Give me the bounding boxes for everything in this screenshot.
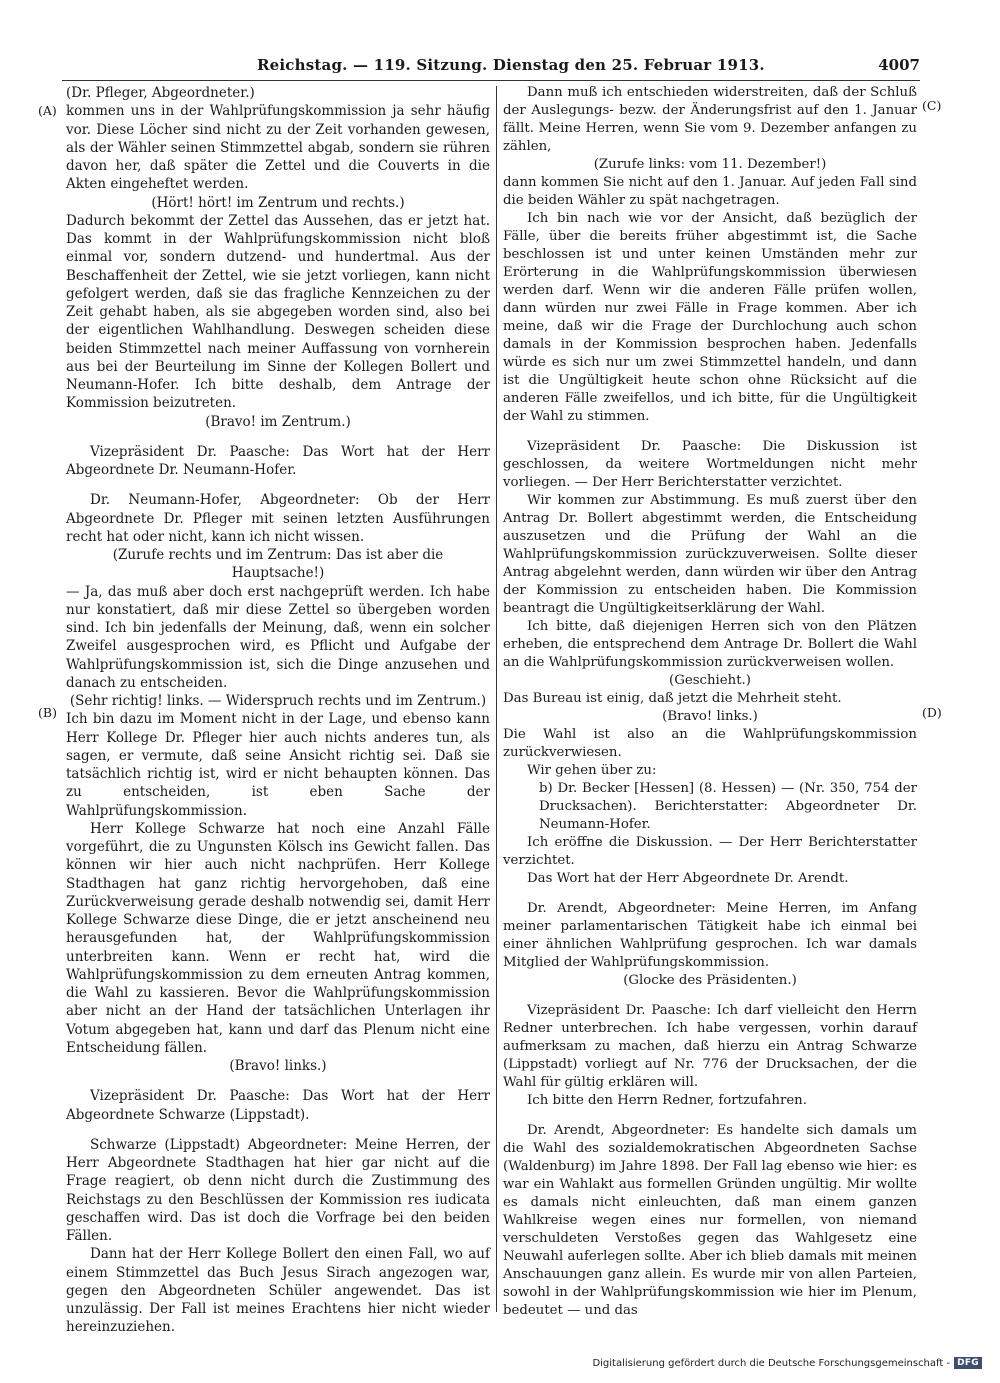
speaker-paragraph: Vizepräsident Dr. Paasche: Ich darf vielleicht den Herrn Redner unterbrechen. Ich habe vergessen, vorhin darauf aufmerksam zu machen, daß hierzu ein Antrag Schwarze (Lippstadt) vorliegt auf Nr. 776 der Drucksachen, der die Wahl für gültig erklären will.	[503, 1003, 917, 1090]
paragraph: Dann muß ich entschieden widerstreiten, daß der Schluß der Auslegungs- bezw. der Änderungsfrist auf den 1. Januar fällt. Meine Herren, wenn Sie vom 9. Dezember anfangen zu zählen,	[503, 85, 917, 154]
paragraph: Ich eröffne die Diskussion. — Der Herr Berichterstatter verzichtet.	[503, 835, 917, 868]
header-rule	[62, 80, 920, 81]
paragraph: kommen uns in der Wahlprüfungskommission ja sehr häufig vor. Diese Löcher sind nicht zu der Zeit vorhanden gewesen, als der Wähler seinen Stimmzettel abgab, sondern sie rühren davon her, daß später die Zettel und die Couverts in die Akten eingeheftet werden.	[66, 103, 490, 193]
paragraph: Dadurch bekommt der Zettel das Aussehen, das er jetzt hat. Das kommt in der Wahlprüfungskommission nicht bloß einmal vor, sondern dutzend- und hundertmal. Aus der Beschaffenheit der Zettel, wie sie jetzt vorliegen, kann nicht gefolgert werden, daß sie das fragliche Kennzeichen zu der Zeit gehabt haben, als sie abgegeben worden sind, also bei der eigentlichen Wahlhandlung. Deswegen scheiden diese beiden Stimmzettel nach meiner Auffassung von vornherein aus bei der Beurteilung im Sinne der Kollegen Bollert und Neumann-Hofer. Ich bitte deshalb, dem Antrage der Kommission beizutreten.	[66, 212, 490, 412]
margin-mark-d: (D)	[922, 705, 942, 720]
paragraph: Wir gehen über zu:	[527, 763, 657, 778]
speaker-continuation-label: (Dr. Pfleger, Abgeordneter.)	[66, 85, 255, 101]
column-divider	[496, 86, 497, 1312]
left-column	[66, 84, 490, 1337]
speaker-paragraph: Vizepräsident Dr. Paasche: Das Wort hat der Herr Abgeordnete Schwarze (Lippstadt).	[66, 1088, 490, 1123]
interjection: (Zurufe rechts und im Zentrum: Das ist aber die Hauptsache!)	[112, 547, 444, 582]
paragraph: Ich bin nach wie vor der Ansicht, daß bezüglich der Fälle, über die bereits früher abgestimmt ist, die Sache beschlossen ist und unter keinen Umständen mehr zur Erörterung in die Wahlprüfungskommission überwiesen werden darf. Wenn wir die anderen Fälle prüfen wollen, dann würden nur zwei Fälle in Frage kommen. Aber ich meine, daß wir die Frage der Durchlochung auch schon damals in der Kommission besprochen haben. Jedenfalls würde es sich nur um zwei Stimmzettel handeln, und dann ist die Ungültigkeit heute schon ohne Rücksicht auf die anderen Fälle zweifellos, und ich bitte, für die Ungültigkeit der Wahl zu stimmen.	[503, 211, 917, 424]
margin-mark-c: (C)	[922, 98, 942, 113]
dfg-logo: DFG	[954, 1357, 982, 1369]
paragraph: Ich bitte den Herrn Redner, fortzufahren.	[527, 1093, 807, 1108]
page-header	[62, 56, 920, 78]
interjection: (Geschieht.)	[669, 673, 751, 688]
interjection: (Bravo! links.)	[662, 709, 758, 724]
paragraph: Ich bin dazu im Moment nicht in der Lage, und ebenso kann Herr Kollege Dr. Pfleger hier auch nichts anderes tun, als sagen, er vermute, daß seine Ansicht richtig sei. Daß sie tatsächlich richtig ist, wird er nicht behaupten können. Das zu entscheiden, ist eben Sache der Wahlprüfungskommission.	[66, 711, 490, 819]
interjection: (Bravo! im Zentrum.)	[205, 413, 351, 430]
interjection: (Glocke des Präsidenten.)	[623, 973, 797, 988]
paragraph: Dann hat der Herr Kollege Bollert den einen Fall, wo auf einem Stimmzettel das Buch Jesus Sirach angezogen war, gegen den Abgeordneten Schüler angewendet. Das ist unzulässig. Der Fall ist meines Erachtens hier nicht wieder hereinzuziehen.	[66, 1246, 490, 1336]
paragraph: Herr Kollege Schwarze hat noch eine Anzahl Fälle vorgeführt, die zu Ungunsten Kölsch ins Gewicht fallen. Das können wir hier auch nicht nachprüfen. Herr Kollege Stadthagen hat ganz richtig hervorgehoben, daß eine Zurückverweisung gerade deshalb notwendig sei, damit Herr Kollege Schwarze diese Dinge, die er jetzt anscheinend neu herausgefunden hat, der Wahlprüfungskommission unterbreiten kann. Wenn er recht hat, wird die Wahlprüfungskommission zu dem erneuten Antrag kommen, die Wahl zu kassieren. Bevor die Wahlprüfungskommission aber nicht an der Hand der tatsächlichen Unterlagen ihr Votum abgegeben hat, kann und darf das Plenum nicht eine Entscheidung fällen.	[66, 820, 490, 1056]
paragraph: Das Bureau ist einig, daß jetzt die Mehrheit steht.	[503, 691, 842, 706]
page-number: 4007	[878, 56, 920, 74]
interjection: (Bravo! links.)	[229, 1058, 327, 1074]
interjection: (Hört! hört! im Zentrum und rechts.)	[151, 194, 405, 211]
paragraph: dann kommen Sie nicht auf den 1. Januar. Auf jeden Fall sind die beiden Wähler zu spät nachgetragen.	[503, 175, 917, 208]
speaker-paragraph: Vizepräsident Dr. Paasche: Das Wort hat der Herr Abgeordnete Dr. Neumann-Hofer.	[66, 443, 490, 478]
speaker-paragraph: Dr. Arendt, Abgeordneter: Es handelte sich damals um die Wahl des sozialdemokratischen Abgeordneten Sachse (Waldenburg) im Jahre 1898. Der Fall lag ebenso wie hier: es war ein Wahlakt aus formellen Gründen ungültig. Mir wollte es damals nicht einleuchten, daß man einem ganzen Wahlkreise wegen eines nur formellen, von niemand verschuldeten Verstoßes gegen das Wahlgesetz eine Neuwahl auferlegen sollte. Aber ich blieb damals mit meinen Anschauungen ganz allein. Es wurde mir von allen Parteien, sowohl in der Wahlprüfungskommission wie hier im Plenum, bedeutet — und das	[503, 1123, 917, 1318]
interjection: (Sehr richtig! links. — Widerspruch rechts und im Zentrum.)	[69, 693, 487, 709]
paragraph: — Ja, das muß aber doch erst nachgeprüft werden. Ich habe nur konstatiert, daß mir diese Zettel so übergeben worden sind. Ich bin jedenfalls der Meinung, daß, wenn ein solcher Zweifel ausgesprochen wird, es Pflicht und Aufgabe der Wahlprüfungskommission ist, sich die Dinge anzusehen und danach zu entscheiden.	[66, 583, 490, 691]
speaker-paragraph: Vizepräsident Dr. Paasche: Die Diskussion ist geschlossen, da weitere Wortmeldungen nicht mehr vorliegen. — Der Herr Berichterstatter verzichtet.	[503, 439, 917, 490]
margin-mark-a: (A)	[38, 103, 57, 118]
speaker-paragraph: Dr. Neumann-Hofer, Abgeordneter: Ob der Herr Abgeordnete Dr. Pfleger mit seinen letzten Ausführungen recht hat oder nicht, kann ich nicht wissen.	[66, 492, 490, 545]
speaker-paragraph: Dr. Arendt, Abgeordneter: Meine Herren, im Anfang meiner parlamentarischen Tätigkeit habe ich einmal bei einer ähnlichen Wahlprüfung gesprochen. Ich war damals Mitglied der Wahlprüfungskommission.	[503, 901, 917, 970]
paragraph: Das Wort hat der Herr Abgeordnete Dr. Arendt.	[527, 871, 849, 886]
page-header-title: Reichstag. — 119. Sitzung. Dienstag den 25. Februar 1913.	[257, 56, 765, 74]
interjection: (Zurufe links: vom 11. Dezember!)	[593, 157, 827, 172]
agenda-item: b) Dr. Becker [Hessen] (8. Hessen) — (Nr. 350, 754 der Drucksachen). Berichterstatter: Abgeordneter Dr. Neumann-Hofer.	[539, 781, 917, 832]
footer	[592, 1357, 982, 1369]
paragraph: Wir kommen zur Abstimmung. Es muß zuerst über den Antrag Dr. Bollert abgestimmt werden, die Entscheidung auszusetzen und die Prüfung der Wahl an die Wahlprüfungskommission zurückzuverweisen. Sollte dieser Antrag abgelehnt werden, dann würden wir über den Antrag der Kommission zu entscheiden haben. Die Kommission beantragt die Ungültigkeitserklärung der Wahl.	[503, 493, 917, 616]
margin-mark-b: (B)	[38, 705, 57, 720]
paragraph: Die Wahl ist also an die Wahlprüfungskommission zurückverwiesen.	[503, 727, 917, 760]
speaker-paragraph: Schwarze (Lippstadt) Abgeordneter: Meine Herren, der Herr Abgeordnete Stadthagen hat hier gar nicht auf die Frage reagiert, ob denn nicht durch die Zustimmung des Reichstags zu den Beschlüssen der Kommission res iudicata geschaffen wird. Das ist doch die Vorfrage bei den beiden Fällen.	[66, 1136, 490, 1244]
right-column	[503, 84, 917, 1320]
footer-credit: Digitalisierung gefördert durch die Deutsche Forschungsgemeinschaft -	[592, 1357, 951, 1369]
paragraph: Ich bitte, daß diejenigen Herren sich von den Plätzen erheben, die entsprechend dem Antrage Dr. Bollert die Wahl an die Wahlprüfungskommission zurückverweisen wollen.	[503, 619, 917, 670]
